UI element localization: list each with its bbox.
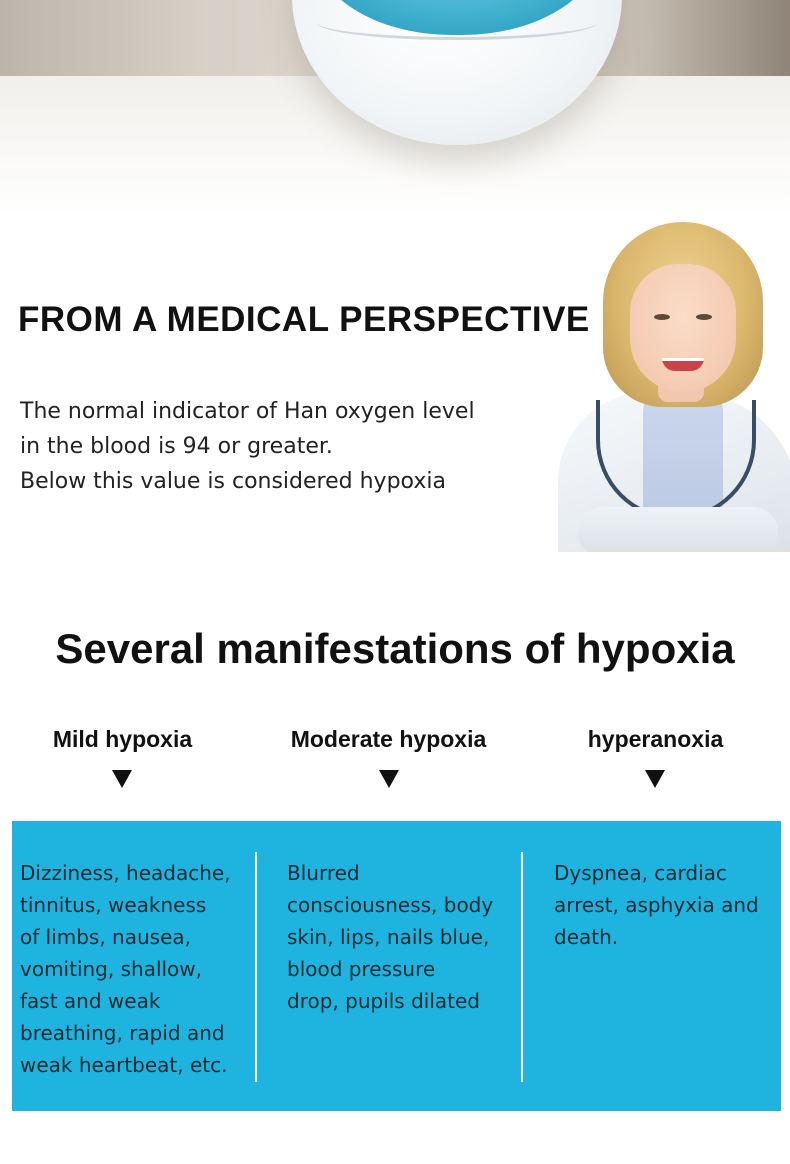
symptom-line: skin, lips, nails blue, bbox=[287, 925, 490, 949]
doctor-portrait-image bbox=[548, 222, 790, 552]
down-triangle-icon bbox=[112, 770, 132, 788]
manifestations-heading: Several manifestations of hypoxia bbox=[55, 625, 735, 672]
symptom-line: drop, pupils dilated bbox=[287, 989, 480, 1013]
symptom-line: Dizziness, headache, bbox=[20, 861, 231, 885]
column-divider bbox=[521, 852, 523, 1082]
symptoms-mild bbox=[20, 857, 242, 1081]
medical-line: in the blood is 94 or greater. bbox=[20, 434, 333, 459]
symptom-line: Blurred bbox=[287, 861, 360, 885]
symptom-line: arrest, asphyxia and bbox=[554, 893, 759, 917]
symptom-line: Dyspnea, cardiac bbox=[554, 861, 727, 885]
symptom-line: vomiting, shallow, bbox=[20, 957, 203, 981]
column-divider bbox=[255, 852, 257, 1082]
symptom-line: fast and weak bbox=[20, 989, 161, 1013]
down-triangle-icon bbox=[645, 770, 665, 788]
column-heading-moderate: Moderate hypoxia bbox=[290, 726, 487, 752]
product-photo bbox=[0, 0, 790, 215]
down-triangle-icon bbox=[379, 770, 399, 788]
medical-line: Below this value is considered hypoxia bbox=[20, 469, 446, 494]
medical-description bbox=[20, 394, 540, 499]
symptom-line: of limbs, nausea, bbox=[20, 925, 192, 949]
medical-line: The normal indicator of Han oxygen level bbox=[20, 399, 475, 424]
symptoms-hyperanoxia bbox=[554, 857, 776, 953]
symptom-line: consciousness, body bbox=[287, 893, 494, 917]
symptom-line: death. bbox=[554, 925, 619, 949]
symptom-line: breathing, rapid and bbox=[20, 1021, 225, 1045]
symptom-line: blood pressure bbox=[287, 957, 436, 981]
medical-perspective-heading: FROM A MEDICAL PERSPECTIVE bbox=[18, 300, 590, 339]
symptom-line: weak heartbeat, etc. bbox=[20, 1053, 228, 1077]
symptom-line: tinnitus, weakness bbox=[20, 893, 207, 917]
column-heading-hyperanoxia: hyperanoxia bbox=[587, 726, 724, 752]
symptoms-moderate bbox=[287, 857, 509, 1017]
column-heading-mild: Mild hypoxia bbox=[52, 726, 193, 752]
